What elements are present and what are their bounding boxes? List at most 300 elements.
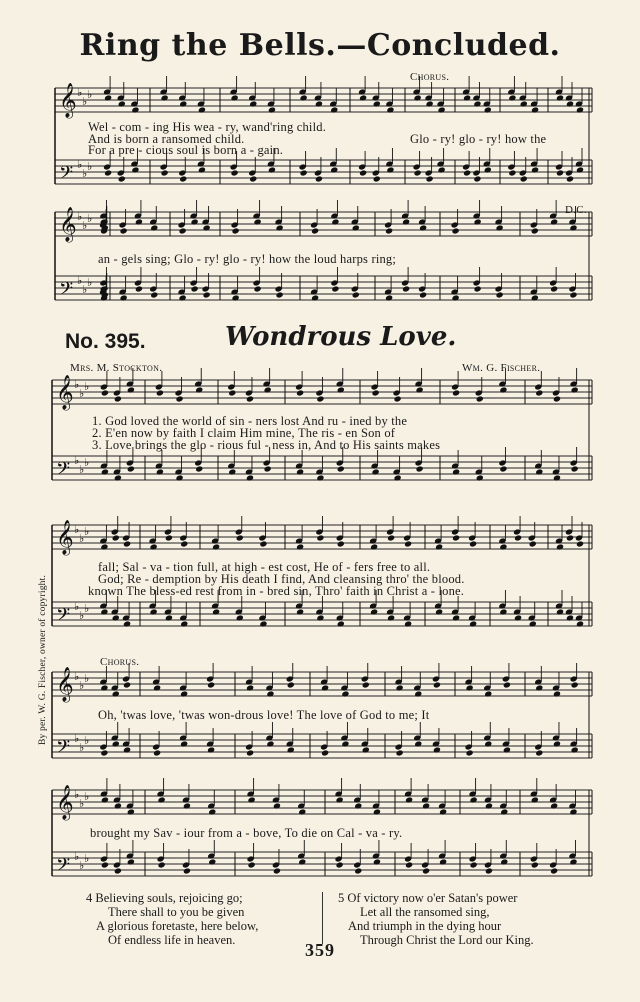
flat-sign-icon: ♭ — [79, 679, 85, 692]
verse-line: There shall to you be given — [108, 905, 245, 919]
note-head — [362, 681, 370, 688]
note-head — [100, 608, 108, 615]
note-head — [387, 534, 395, 541]
note-head — [433, 746, 441, 753]
note-head — [298, 858, 306, 865]
note-head — [414, 740, 422, 747]
note-head — [385, 294, 393, 301]
note-head — [150, 291, 158, 298]
note-head — [529, 540, 537, 547]
note-head — [300, 94, 308, 101]
lyric-line: And is born a ransomed child. — [88, 132, 245, 146]
note-head — [276, 291, 284, 298]
flat-sign-icon: ♭ — [79, 387, 85, 400]
note-head — [180, 620, 188, 627]
note-head — [176, 395, 184, 402]
flat-sign-icon: ♭ — [84, 525, 90, 538]
note-head — [394, 395, 402, 402]
note-head — [402, 218, 410, 225]
note-head — [422, 802, 430, 809]
note-head — [514, 614, 522, 621]
note-head — [566, 534, 574, 541]
note-head — [276, 224, 284, 231]
note-head — [550, 867, 558, 874]
flat-sign-icon: ♭ — [77, 158, 83, 171]
note-head — [198, 166, 206, 173]
note-head — [569, 291, 577, 298]
note-head — [476, 395, 484, 402]
note-head — [404, 620, 412, 627]
note-head — [104, 94, 112, 101]
note-head — [114, 474, 122, 481]
note-head — [359, 94, 367, 101]
note-head — [232, 227, 240, 234]
note-head — [127, 465, 135, 472]
note-head — [550, 218, 558, 225]
note-head — [248, 796, 256, 803]
note-head — [520, 175, 528, 182]
note-head — [386, 106, 394, 113]
note-head — [470, 796, 478, 803]
note-head — [576, 106, 584, 113]
dc-label: D.C. — [565, 204, 587, 216]
note-head — [316, 395, 324, 402]
note-head — [404, 540, 412, 547]
note-head — [161, 94, 169, 101]
lyric-line: 3. Love brings the glo - rious ful - ness in, And to His saints makes — [92, 438, 441, 452]
verse-line: Let all the ransomed sing, — [360, 905, 490, 919]
note-head — [287, 746, 295, 753]
flat-sign-icon: ♭ — [79, 609, 85, 622]
note-head — [336, 796, 344, 803]
verse-divider — [322, 892, 323, 944]
note-head — [553, 474, 561, 481]
treble-clef-icon: 𝄞 — [59, 207, 77, 242]
note-head — [531, 294, 539, 301]
flat-sign-icon: ♭ — [87, 160, 93, 173]
note-head — [556, 608, 564, 615]
note-head — [469, 540, 477, 547]
note-head — [414, 169, 422, 176]
note-head — [416, 465, 424, 472]
note-head — [183, 867, 191, 874]
lyric-line: brought my Sav - iour from a - bove, To die on Cal - va - ry. — [90, 826, 403, 840]
flat-sign-icon: ♭ — [82, 95, 88, 108]
note-head — [426, 175, 434, 182]
lyric-line: For a pre - cious soul is born a - gain. — [88, 143, 284, 157]
note-head — [370, 608, 378, 615]
note-head — [179, 227, 187, 234]
flat-sign-icon: ♭ — [84, 790, 90, 803]
note-head — [476, 474, 484, 481]
note-head — [499, 608, 507, 615]
note-head — [473, 175, 481, 182]
note-head — [484, 740, 492, 747]
verse-line: 4 Believing souls, rejoicing go; — [86, 891, 243, 905]
note-head — [452, 389, 460, 396]
flat-sign-icon: ♭ — [74, 670, 80, 683]
verse-5 — [338, 891, 534, 947]
note-head — [246, 474, 254, 481]
verse-4 — [86, 891, 258, 947]
note-head — [300, 169, 308, 176]
note-head — [500, 858, 508, 865]
note-head — [330, 106, 338, 113]
page-number: 359 — [305, 940, 335, 960]
note-head — [452, 294, 460, 301]
note-head — [531, 106, 539, 113]
note-head — [469, 620, 477, 627]
note-head — [414, 690, 422, 697]
lyric-line: Glo - ry! glo - ry! how the — [410, 132, 547, 146]
composer-credit: Wm. G. Fischer. — [462, 362, 541, 374]
note-head — [131, 106, 139, 113]
note-head — [127, 386, 135, 393]
flat-sign-icon: ♭ — [77, 86, 83, 99]
note-head — [386, 166, 394, 173]
note-head — [298, 808, 306, 815]
note-head — [123, 681, 131, 688]
note-head — [553, 740, 561, 747]
chorus-label: Chorus. — [100, 656, 140, 668]
note-head — [359, 169, 367, 176]
note-head — [180, 740, 188, 747]
note-head — [100, 749, 108, 756]
note-head — [207, 681, 215, 688]
note-head — [120, 294, 128, 301]
note-head — [433, 681, 441, 688]
note-head — [496, 291, 504, 298]
note-head — [296, 608, 304, 615]
note-head — [341, 740, 349, 747]
note-head — [207, 746, 215, 753]
bass-clef-icon: 𝄢 — [59, 163, 74, 188]
note-head — [179, 294, 187, 301]
bass-clef-icon: 𝄢 — [56, 605, 71, 630]
note-head — [316, 474, 324, 481]
note-head — [535, 468, 543, 475]
lyric-line: 1. God loved the world of sin - ners lost And ru - ined by the — [92, 414, 408, 428]
lyric-line: fall; Sal - va - tion full, at high - est cost, He of - fers free to all. — [98, 560, 431, 574]
flat-sign-icon: ♭ — [74, 850, 80, 863]
flat-sign-icon: ♭ — [79, 859, 85, 872]
note-head — [135, 285, 143, 292]
note-head — [246, 749, 254, 756]
note-head — [556, 169, 564, 176]
note-head — [101, 389, 109, 396]
note-head — [316, 534, 324, 541]
bass-clef-icon: 𝄢 — [59, 279, 74, 304]
note-head — [114, 802, 122, 809]
note-head — [402, 285, 410, 292]
note-head — [576, 540, 584, 547]
note-head — [337, 540, 345, 547]
flat-sign-icon: ♭ — [87, 212, 93, 225]
note-head — [531, 166, 539, 173]
note-head — [266, 740, 274, 747]
note-head — [550, 802, 558, 809]
note-head — [438, 166, 446, 173]
lyric-line: 2. E'en now by faith I claim Him mine, The ris - en Son of — [92, 426, 396, 440]
lyric-line: an - gels sing; Glo - ry! glo - ry! how the loud harps ring; — [98, 252, 397, 266]
note-head — [396, 749, 404, 756]
note-head — [316, 614, 324, 621]
note-head — [112, 740, 120, 747]
verse-line: Of endless life in heaven. — [108, 933, 236, 947]
bass-clef-icon: 𝄢 — [56, 737, 71, 762]
note-head — [228, 468, 236, 475]
treble-clef-icon: 𝄞 — [56, 520, 74, 555]
note-head — [112, 690, 120, 697]
note-head — [198, 106, 206, 113]
note-head — [179, 100, 187, 107]
note-head — [203, 291, 211, 298]
note-head — [176, 474, 184, 481]
note-head — [268, 106, 276, 113]
hymn-title: Wondrous Love. — [225, 322, 457, 352]
flat-sign-icon: ♭ — [84, 380, 90, 393]
flat-sign-icon: ♭ — [84, 672, 90, 685]
note-head — [156, 468, 164, 475]
note-head — [566, 614, 574, 621]
flat-sign-icon: ♭ — [74, 523, 80, 536]
note-head — [426, 100, 434, 107]
note-head — [405, 861, 413, 868]
note-head — [405, 796, 413, 803]
flat-sign-icon: ♭ — [84, 456, 90, 469]
note-head — [569, 808, 577, 815]
note-head — [123, 620, 131, 627]
page-title-ring-the-bells: Ring the Bells.—Concluded. — [79, 28, 561, 63]
lyric-line: God; Re - demption by His death I find, And cleansing thro' the blood. — [98, 572, 465, 586]
note-head — [452, 468, 460, 475]
note-head — [259, 620, 267, 627]
note-head — [529, 620, 537, 627]
flat-sign-icon: ♭ — [79, 741, 85, 754]
note-head — [150, 608, 158, 615]
flat-sign-icon: ♭ — [74, 732, 80, 745]
note-head — [101, 796, 109, 803]
note-head — [195, 386, 203, 393]
flat-sign-icon: ♭ — [74, 378, 80, 391]
note-head — [315, 175, 323, 182]
note-head — [466, 749, 474, 756]
note-head — [231, 94, 239, 101]
note-head — [165, 534, 173, 541]
note-head — [535, 684, 543, 691]
note-head — [452, 614, 460, 621]
note-head — [246, 395, 254, 402]
note-head — [569, 224, 577, 231]
verse-line: 5 Of victory now o'er Satan's power — [338, 891, 518, 905]
note-head — [470, 861, 478, 868]
note-head — [158, 861, 166, 868]
treble-clef-icon: 𝄞 — [59, 83, 77, 118]
note-head — [273, 802, 281, 809]
note-head — [337, 386, 345, 393]
note-head — [158, 796, 166, 803]
note-head — [231, 169, 239, 176]
note-head — [520, 100, 528, 107]
note-head — [485, 802, 493, 809]
note-head — [264, 386, 272, 393]
flat-sign-icon: ♭ — [82, 219, 88, 232]
note-head — [212, 543, 220, 550]
note-head — [249, 175, 257, 182]
treble-clef-icon: 𝄞 — [56, 667, 74, 702]
note-head — [385, 227, 393, 234]
note-head — [439, 808, 447, 815]
note-head — [474, 285, 482, 292]
note-head — [463, 169, 471, 176]
bass-clef-icon: 𝄢 — [56, 855, 71, 880]
note-head — [101, 861, 109, 868]
note-head — [191, 285, 199, 292]
note-head — [123, 746, 131, 753]
note-head — [341, 690, 349, 697]
note-head — [315, 100, 323, 107]
note-head — [474, 218, 482, 225]
note-head — [266, 690, 274, 697]
note-head — [556, 94, 564, 101]
note-head — [452, 534, 460, 541]
note-head — [100, 543, 108, 550]
note-head — [208, 808, 216, 815]
note-head — [354, 802, 362, 809]
note-head — [496, 224, 504, 231]
note-head — [419, 224, 427, 231]
note-head — [337, 620, 345, 627]
note-head — [212, 608, 220, 615]
note-head — [330, 166, 338, 173]
note-head — [569, 858, 577, 865]
note-head — [452, 227, 460, 234]
flat-sign-icon: ♭ — [84, 602, 90, 615]
flat-sign-icon: ♭ — [79, 797, 85, 810]
note-head — [484, 166, 492, 173]
note-head — [373, 100, 381, 107]
note-head — [503, 746, 511, 753]
note-head — [100, 684, 108, 691]
note-head — [249, 100, 257, 107]
note-head — [228, 389, 236, 396]
note-head — [337, 465, 345, 472]
note-head — [419, 291, 427, 298]
note-head — [571, 386, 579, 393]
bass-clef-icon: 𝄢 — [56, 459, 71, 484]
note-head — [354, 867, 362, 874]
note-head — [150, 543, 158, 550]
note-head — [576, 620, 584, 627]
note-head — [514, 534, 522, 541]
note-head — [531, 227, 539, 234]
note-head — [296, 389, 304, 396]
note-head — [248, 861, 256, 868]
note-head — [499, 386, 507, 393]
note-head — [296, 543, 304, 550]
note-head — [499, 543, 507, 550]
note-head — [203, 224, 211, 231]
flat-sign-icon: ♭ — [87, 88, 93, 101]
note-head — [416, 386, 424, 393]
flat-sign-icon: ♭ — [77, 274, 83, 287]
note-head — [112, 614, 120, 621]
note-head — [127, 858, 135, 865]
note-head — [439, 858, 447, 865]
note-head — [422, 867, 430, 874]
hymn-number: No. 395. — [65, 330, 146, 353]
note-head — [566, 100, 574, 107]
chorus-label: Chorus. — [410, 71, 450, 83]
note-head — [208, 858, 216, 865]
note-head — [473, 100, 481, 107]
note-head — [165, 614, 173, 621]
note-head — [114, 867, 122, 874]
note-head — [435, 608, 443, 615]
note-head — [438, 106, 446, 113]
note-head — [352, 291, 360, 298]
note-head — [535, 389, 543, 396]
verse-line: And triumph in the dying hour — [348, 919, 502, 933]
note-head — [114, 395, 122, 402]
note-head — [118, 175, 126, 182]
note-head — [268, 166, 276, 173]
treble-clef-icon: 𝄞 — [56, 785, 74, 820]
lyricist-credit: Mrs. M. Stockton. — [70, 362, 163, 374]
note-head — [372, 389, 380, 396]
note-head — [311, 227, 319, 234]
lyric-line: known The bless-ed rest from in - bred sin, Thro' faith in Christ a - lone. — [88, 584, 465, 598]
flat-sign-icon: ♭ — [79, 532, 85, 545]
flat-sign-icon: ♭ — [74, 454, 80, 467]
note-head — [373, 858, 381, 865]
treble-clef-icon: 𝄞 — [56, 375, 74, 410]
note-head — [104, 169, 112, 176]
note-head — [331, 218, 339, 225]
note-head — [503, 681, 511, 688]
note-head — [370, 543, 378, 550]
note-head — [553, 690, 561, 697]
note-head — [531, 861, 539, 868]
note-head — [273, 867, 281, 874]
note-head — [571, 465, 579, 472]
note-head — [236, 614, 244, 621]
note-head — [264, 465, 272, 472]
note-head — [373, 175, 381, 182]
note-head — [396, 684, 404, 691]
note-head — [485, 867, 493, 874]
note-head — [484, 690, 492, 697]
note-head — [296, 468, 304, 475]
note-head — [191, 218, 199, 225]
note-head — [571, 681, 579, 688]
flat-sign-icon: ♭ — [82, 167, 88, 180]
note-head — [463, 94, 471, 101]
note-head — [287, 681, 295, 688]
note-head — [112, 534, 120, 541]
note-head — [321, 749, 329, 756]
note-head — [120, 227, 128, 234]
note-head — [372, 468, 380, 475]
note-head — [566, 175, 574, 182]
note-head — [232, 294, 240, 301]
note-head — [246, 684, 254, 691]
flat-sign-icon: ♭ — [74, 600, 80, 613]
note-head — [352, 224, 360, 231]
note-head — [156, 389, 164, 396]
copyright-note: By per. W. G. Fischer, owner of copyright. — [38, 574, 48, 745]
note-head — [195, 465, 203, 472]
